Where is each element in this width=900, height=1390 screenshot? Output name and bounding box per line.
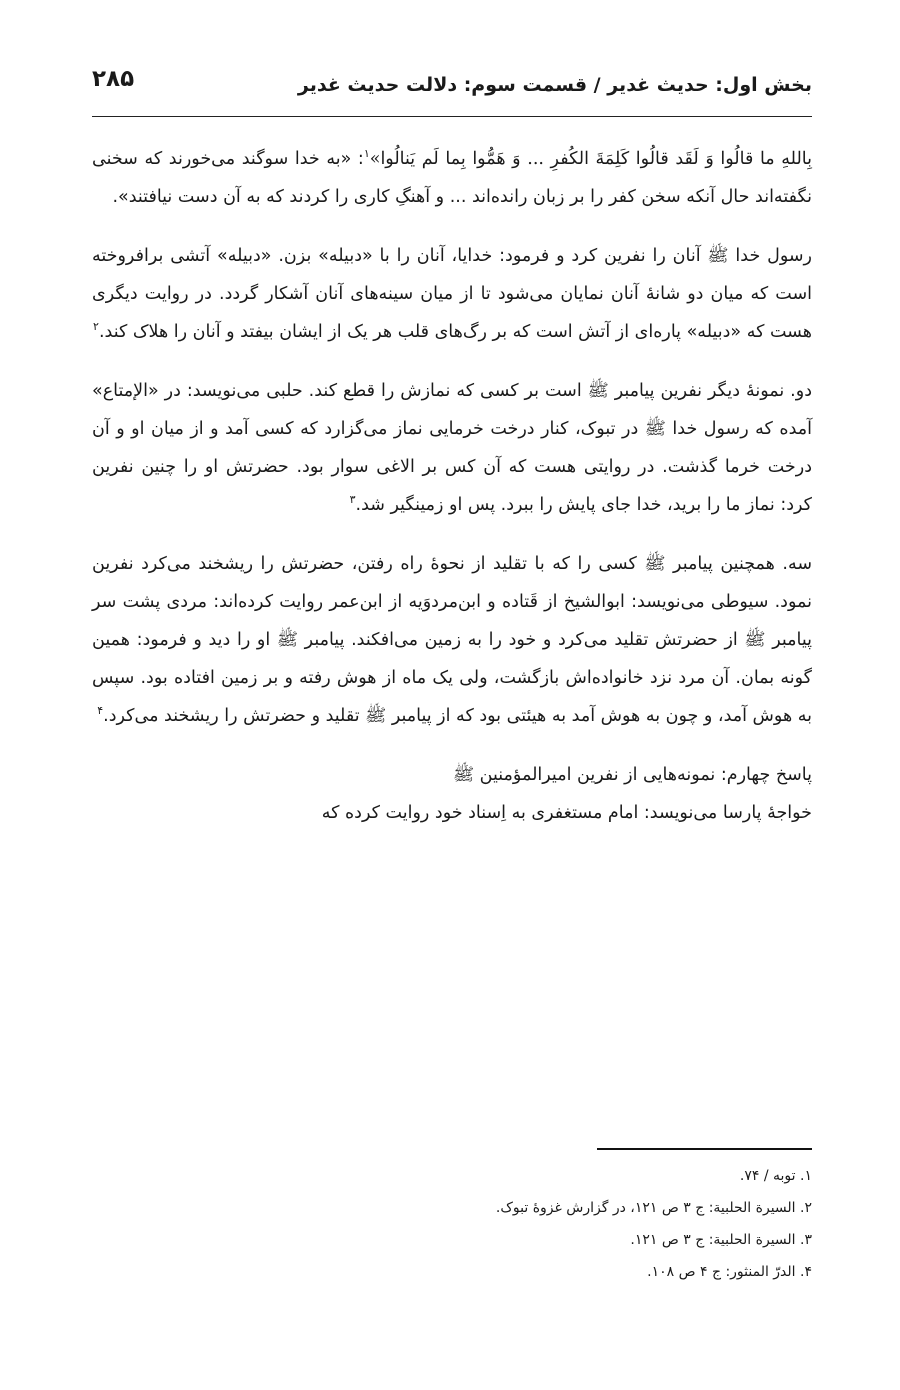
footnote-2: ۲. السیرة الحلبیة: ج ۳ ص ۱۲۱، در گزارش غزوهٔ تبوک. bbox=[495, 1200, 812, 1216]
page-header bbox=[92, 66, 812, 110]
running-title: بخش اول: حدیث غدیر / قسمت سوم: دلالت حدیث غدیر bbox=[297, 74, 812, 96]
book-page bbox=[92, 0, 812, 1390]
section-heading-text: پاسخ چهارم: نمونه‌هایی از نفرین امیرالمؤمنین ﷺ bbox=[452, 765, 812, 785]
footnote-4: ۴. الدرّ المنثور: ج ۴ ص ۱۰۸. bbox=[647, 1264, 812, 1280]
footnote-rule bbox=[597, 1148, 812, 1150]
footnote-3: ۳. السیرة الحلبیة: ج ۳ ص ۱۲۱. bbox=[630, 1232, 812, 1248]
paragraph-text: سه. همچنین پیامبر ﷺ کسی را که با تقلید از نحوهٔ راه رفتن، حضرتش را ریشخند می‌کرد نفرین نمود. سیوطی می‌نویسد: ابوالشیخ از قَتاده و ابن‌مردوَیه از ابن‌عمر روایت کرده‌اند: مردی پشت سر پیامبر ﷺ از حضرتش تقلید می‌کرد و خود را به زمین می‌افکند. پیامبر ﷺ او را دید و فرمود: همین گونه بمان. آن مرد نزد خانواده‌اش بازگشت، ولی یک ماه از هوش رفته و بر زمین افتاده بود. سپس به هوش آمد، و چون به هوش آمد به هیئتی بود که از پیامبر ﷺ تقلید و حضرتش را ریشخند می‌کرد. bbox=[92, 554, 812, 726]
footnote-ref-4: ۴ bbox=[97, 704, 104, 718]
paragraph-text: خواجهٔ پارسا می‌نویسد: امام مستغفری به اِسناد خود روایت کرده که bbox=[321, 803, 812, 823]
body-text bbox=[92, 140, 812, 832]
footnote-ref-1: ۱ bbox=[363, 147, 370, 161]
paragraph-example-three bbox=[92, 545, 812, 735]
paragraph-example-two bbox=[92, 372, 812, 524]
footnotes bbox=[92, 1160, 812, 1288]
section-heading-answer-four bbox=[92, 756, 812, 794]
header-rule bbox=[92, 116, 812, 117]
paragraph-dubayla bbox=[92, 237, 812, 351]
footnote-ref-2: ۲ bbox=[93, 320, 99, 334]
footnote-ref-3: ۳ bbox=[349, 493, 356, 507]
quran-quote: بِاللهِ ما قالُوا وَ لَقَد قالُوا كَلِمَةَ الكُفرِ ... وَ هَمُّوا بِما لَم يَنالُوا» bbox=[369, 149, 812, 169]
paragraph-khwaja-parsa bbox=[92, 794, 812, 832]
paragraph-quran-quote bbox=[92, 140, 812, 216]
paragraph-text: دو. نمونهٔ دیگر نفرین پیامبر ﷺ است بر کسی که نمازش را قطع کند. حلبی می‌نویسد: در «الإمتاع» آمده که رسول خدا ﷺ در تبوک، کنار درخت خرمایی نماز می‌گزارد که کسی آمد و از میان او و آن درخت خرما گذشت. در روایتی هست که آن کس بر الاغی سوار بود. حضرتش او را چنین نفرین کرد: نماز ما را برید، خدا جای پایش را ببرد. پس او زمینگیر شد. bbox=[92, 381, 812, 515]
page-number: ۲۸۵ bbox=[92, 66, 135, 92]
quote-translation: : «به خدا سوگند می‌خورند که سخنی نگفته‌اند حال آنکه سخن کفر را بر زبان رانده‌اند ... و آهنگِ کاری را کردند که به آن دست نیافتند». bbox=[92, 149, 812, 207]
paragraph-text: رسول خدا ﷺ آنان را نفرین کرد و فرمود: خدایا، آنان را با «دبیله» بزن. «دبیله» آتشی برافروخته است که میان دو شانهٔ آنان نمایان می‌شود تا از میان سینه‌های آنان آشکار گردد. در روایت دیگری هست که «دبیله» پاره‌ای از آتش است که بر رگ‌های قلب هر یک از ایشان بیفتد و آنان را هلاک کند. bbox=[92, 246, 812, 342]
footnote-1: ۱. توبه / ۷۴. bbox=[739, 1168, 812, 1184]
